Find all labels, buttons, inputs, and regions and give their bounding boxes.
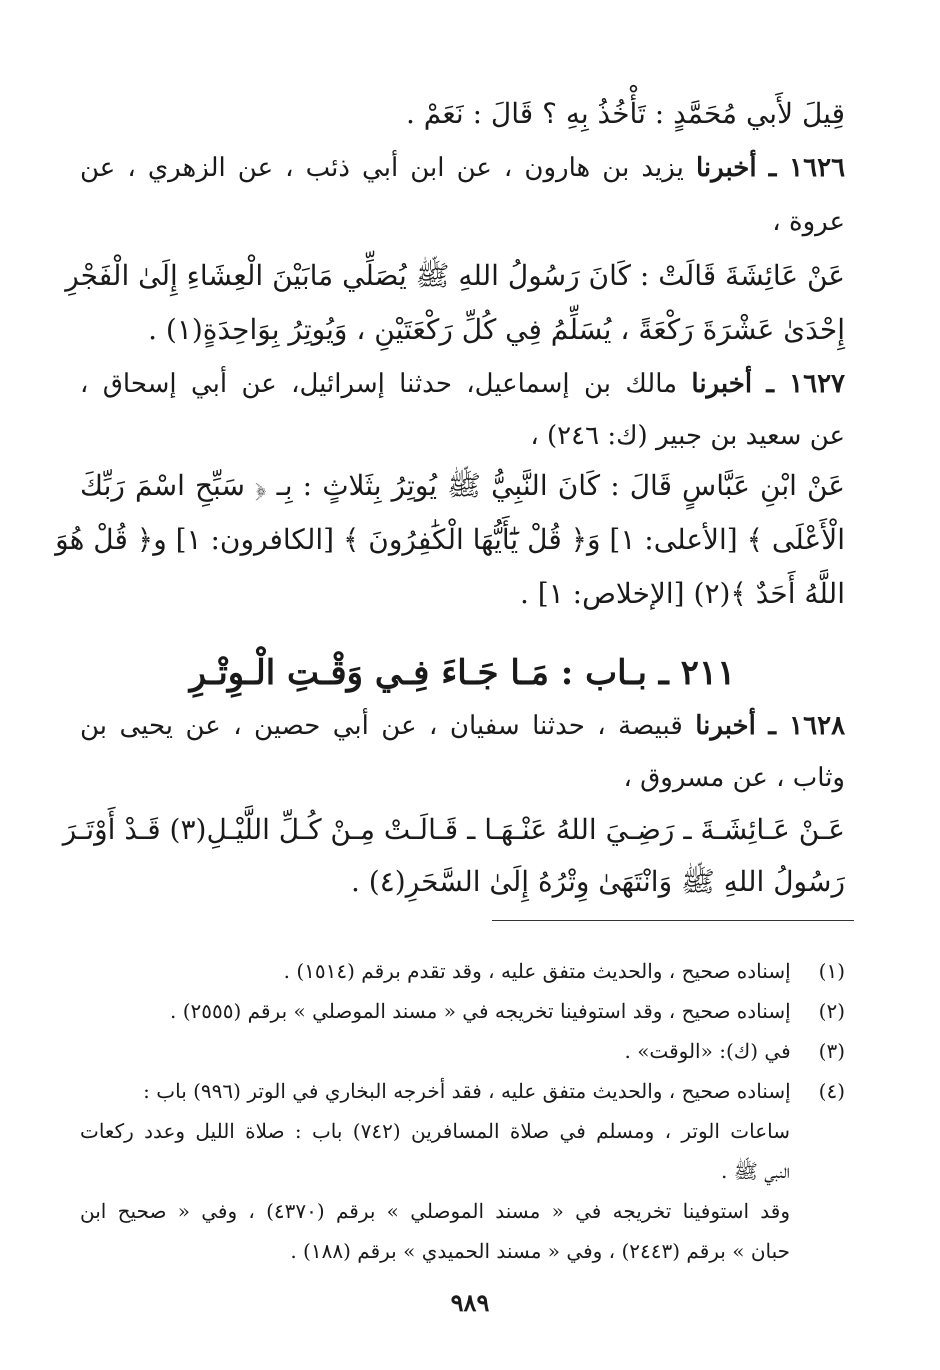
text-segment: إِحْدَىٰ عَشْرَةَ رَكْعَةً ، يُسَلِّمُ فِي كُلِّ رَكْعَتَيْنِ ، وَيُوتِرُ بِوَاحِدَةٍ(١) .	[148, 313, 845, 346]
hadith-number: ١٦٢٦ ـ	[768, 153, 846, 183]
hadith-1628-matn-line-2	[80, 860, 845, 904]
hadith-1628-isnad-line-2	[80, 756, 845, 800]
footnote-number: (٢)	[818, 999, 845, 1023]
hadith-1627-matn-line-2	[55, 518, 845, 562]
footnote-text: في (ك): «الوقت» .	[624, 1039, 791, 1063]
footnote-number: (١)	[818, 959, 845, 983]
hadith-number: ١٦٢٨ ـ	[768, 711, 846, 741]
hadith-1626-isnad-line-1	[80, 146, 845, 190]
text-segment: عَنْ عَائِشَةَ قَالَتْ : كَانَ رَسُولُ اللهِ ﷺ يُصَلِّي مَابَيْنَ الْعِشَاءِ إِلَىٰ الْفَجْرِ	[65, 259, 845, 292]
footnote-4-line-2: ساعات الوتر ، ومسلم في صلاة المسافرين (٧٤٢) باب : صلاة الليل وعدد ركعات	[80, 1119, 790, 1143]
text-segment: وثاب ، عن مسروق ،	[623, 763, 845, 793]
akhbarana-word: أخبرنا	[695, 711, 756, 741]
footnote-number: (٣)	[818, 1039, 845, 1063]
hadith-1627-isnad-line-2	[80, 414, 845, 458]
text-segment: عَنْ ابْنِ عَبَّاسٍ قَالَ : كَانَ النَّبِيُّ ﷺ يُوتِرُ بِثَلاثٍ : بِـ ﴿ سَبِّحِ اسْمَ رَبِّكَ	[80, 469, 845, 502]
hadith-1628-matn-line-1	[62, 808, 845, 852]
footnote-2	[80, 995, 845, 1027]
text-segment: قِيلَ لأَبي مُحَمَّدٍ : تَأْخُذُ بِهِ ؟ قَالَ : نَعَمْ .	[405, 97, 845, 130]
footnote-separator	[492, 920, 854, 921]
footnote-4-line-4: وقد استوفينا تخريجه في « مسند الموصلي » برقم (٤٣٧٠) ، وفي « صحيح ابن	[80, 1199, 790, 1223]
hadith-1626-matn-line-2	[80, 308, 845, 352]
text-segment: رَسُولُ اللهِ ﷺ وَانْتَهَىٰ وِتْرُهُ إِلَىٰ السَّحَرِ(٤) .	[351, 865, 845, 898]
text-segment: اللَّهُ أَحَدٌ ﴾(٢) [الإخلاص: ١] .	[519, 577, 845, 610]
footnote-4-line-3: النبي ﷺ .	[720, 1159, 790, 1183]
hadith-1627-isnad-line-1	[80, 362, 845, 406]
text-segment: مالك بن إسماعيل، حدثنا إسرائيل، عن أبي إسحاق ،	[80, 369, 678, 399]
akhbarana-word: أخبرنا	[695, 153, 757, 183]
text-segment: الْأَعْلَى ﴾ [الأعلى: ١] وَ﴿ قُلْ يَٰٓأَيُّهَا الْكَٰفِرُونَ ﴾ [الكافرون: ١] و﴿ قُلْ هُوَ	[55, 523, 845, 556]
page-number: ٩٨٩	[450, 1288, 490, 1317]
text-segment: عَـنْ عَـائِشَـةَ ـ رَضِـيَ اللهُ عَنْـهَـا ـ قَـالَـتْ مِـنْ كُـلِّ اللَّيْـلِ(٣) قَـدْ أَوْتَـرَ	[62, 813, 845, 846]
footnote-1	[80, 955, 845, 987]
footnote-4	[80, 1075, 845, 1107]
footnote-text: إسناده صحيح ، والحديث متفق عليه ، فقد أخرجه البخاري في الوتر (٩٩٦) باب :	[143, 1079, 791, 1103]
akhbarana-word: أخبرنا	[691, 369, 753, 399]
footnote-3	[80, 1035, 845, 1067]
text-segment: يزيد بن هارون ، عن ابن أبي ذئب ، عن الزهري ، عن	[80, 153, 684, 183]
text-line	[80, 92, 845, 136]
hadith-1628-isnad-line-1	[80, 704, 845, 748]
text-segment: قبيصة ، حدثنا سفيان ، عن أبي حصين ، عن يحيى بن	[80, 711, 683, 741]
footnote-4-line-5: حبان » برقم (٢٤٤٣) ، وفي « مسند الحميدي » برقم (١٨٨) .	[290, 1239, 790, 1263]
hadith-number: ١٦٢٧ ـ	[766, 369, 845, 399]
hadith-1627-matn-line-1	[80, 464, 845, 508]
footnote-text: إسناده صحيح ، وقد استوفينا تخريجه في « مسند الموصلي » برقم (٢٥٥٥) .	[170, 999, 791, 1023]
footnote-number: (٤)	[818, 1079, 845, 1103]
chapter-heading: ٢١١ ـ بـاب : مَـا جَـاءَ فِـي وَقْـتِ الْـوِتْـرِ	[189, 653, 736, 693]
text-segment: عروة ،	[772, 207, 845, 237]
hadith-1627-matn-line-3	[80, 572, 845, 616]
hadith-1626-isnad-line-2	[80, 200, 845, 244]
footnote-text: إسناده صحيح ، والحديث متفق عليه ، وقد تقدم برقم (١٥١٤) .	[283, 959, 791, 983]
text-segment: عن سعيد بن جبير (ك: ٢٤٦) ،	[530, 421, 845, 451]
hadith-1626-matn-line-1	[65, 254, 845, 298]
